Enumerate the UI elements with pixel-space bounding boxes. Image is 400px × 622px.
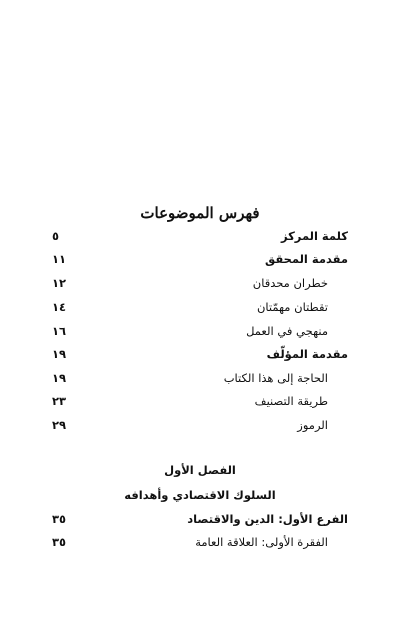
toc-entry <box>52 322 348 340</box>
toc-entry <box>52 345 348 363</box>
toc-entry-page: ٢٩ <box>52 418 67 432</box>
toc-entry <box>52 416 348 434</box>
toc-entry-page: ١٩ <box>52 371 67 385</box>
toc-entry <box>52 274 348 292</box>
toc-entry-text: منهجي في العمل <box>246 324 328 338</box>
toc-entry-page: ٣٥ <box>52 535 67 549</box>
toc-entry-page: ٣٥ <box>52 512 67 526</box>
toc-entry-page: ١١ <box>52 252 67 266</box>
toc-entry-text: الحاجة إلى هذا الكتاب <box>223 371 328 385</box>
toc-entry-page: ١٩ <box>52 347 67 361</box>
toc-entry-text: الفقرة الأولى: العلاقة العامة <box>195 535 328 549</box>
toc-entry <box>52 533 348 551</box>
toc-entry-page: ٢٣ <box>52 394 67 408</box>
chapter-heading: الفصل الأول <box>164 463 236 477</box>
chapter-subheading: السلوك الاقتصادي وأهدافه <box>124 488 276 502</box>
toc-entry <box>52 227 348 245</box>
toc-entry <box>52 510 348 528</box>
toc-entry-text: تقطتان مهمّتان <box>256 300 328 314</box>
toc-entry <box>52 369 348 387</box>
toc-entry <box>52 392 348 410</box>
toc-entry-text: طريقة التصنيف <box>254 394 328 408</box>
toc-entry-text: كلمة المركز <box>280 229 348 243</box>
toc-entry-page: ٥ <box>52 229 60 243</box>
toc-entry-page: ١٢ <box>52 276 67 290</box>
toc-entry-text: مقدمة المؤلّف <box>266 347 348 361</box>
toc-entry <box>52 250 348 268</box>
toc-entry <box>52 298 348 316</box>
toc-entry-page: ١٦ <box>52 324 67 338</box>
toc-entry-text: الفرع الأول: الدين والاقتصاد <box>187 512 348 526</box>
toc-entry-text: خطران محدقان <box>252 276 328 290</box>
toc-title: فهرس الموضوعات <box>140 204 260 222</box>
toc-entry-page: ١٤ <box>52 300 67 314</box>
toc-entry-text: الرموز <box>297 418 328 432</box>
toc-entry-text: مقدمة المحقق <box>264 252 348 266</box>
